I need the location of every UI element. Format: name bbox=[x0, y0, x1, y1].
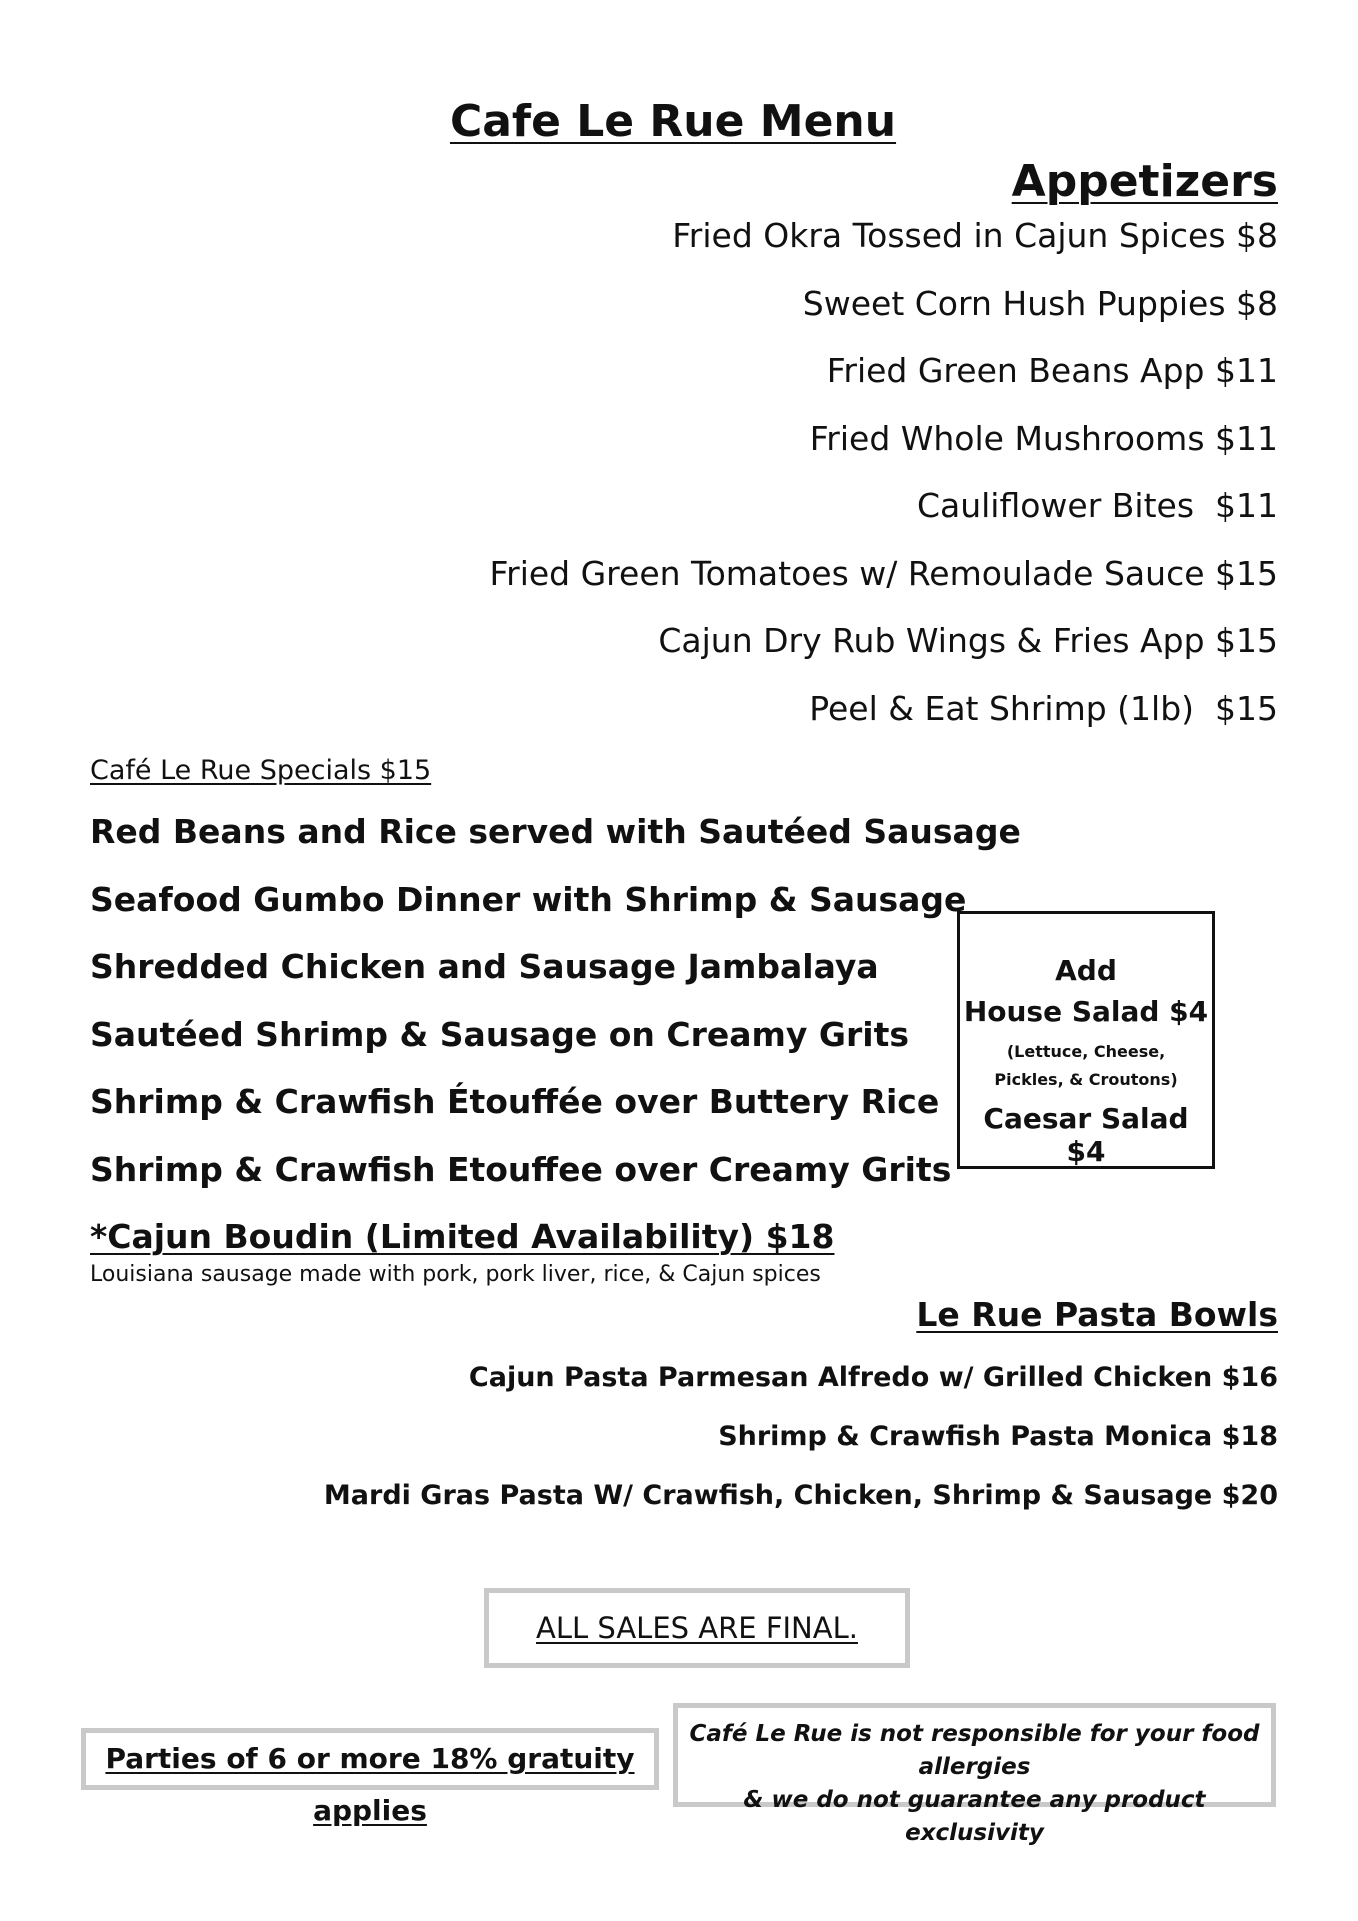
menu-title-text: Cafe Le Rue Menu bbox=[449, 96, 897, 147]
appetizer-item: Cauliflower Bites $11 bbox=[916, 486, 1278, 525]
salad-addon-box bbox=[957, 911, 1215, 1169]
special-item: Shrimp & Crawfish Etouffee over Creamy Grits bbox=[90, 1149, 952, 1189]
gratuity-notice bbox=[81, 1728, 659, 1827]
salad-add-label: Add bbox=[1055, 954, 1117, 987]
appetizer-item: Fried Green Tomatoes w/ Remoulade Sauce $15 bbox=[489, 553, 1278, 593]
special-item: Shrimp & Crawfish Étouffée over Buttery Rice bbox=[90, 1082, 940, 1121]
gratuity-text: Parties of 6 or more 18% gratuity applies bbox=[105, 1742, 635, 1827]
appetizer-item: Sweet Corn Hush Puppies $8 bbox=[802, 283, 1278, 323]
house-salad-item: House Salad $4 bbox=[963, 995, 1209, 1028]
special-item: Seafood Gumbo Dinner with Shrimp & Sausage bbox=[90, 879, 967, 919]
specials-heading: Café Le Rue Specials $15 bbox=[90, 755, 432, 786]
special-item: Sautéed Shrimp & Sausage on Creamy Grits bbox=[90, 1014, 909, 1054]
pasta-item: Cajun Pasta Parmesan Alfredo w/ Grilled Chicken $16 bbox=[468, 1362, 1278, 1393]
allergy-disclaimer bbox=[673, 1703, 1276, 1846]
sales-final-notice bbox=[484, 1588, 910, 1668]
appetizer-item: Peel & Eat Shrimp (1lb) $15 bbox=[809, 688, 1278, 728]
appetizer-item: Fried Whole Mushrooms $11 bbox=[809, 418, 1278, 458]
allergy-line-2: & we do not guarantee any product exclusivity bbox=[743, 1787, 1206, 1846]
pasta-item: Shrimp & Crawfish Pasta Monica $18 bbox=[718, 1421, 1278, 1452]
appetizers-heading: Appetizers bbox=[1011, 156, 1278, 207]
caesar-salad-item: Caesar Salad $4 bbox=[983, 1102, 1189, 1168]
sales-final-text: ALL SALES ARE FINAL. bbox=[536, 1611, 858, 1645]
pasta-item: Mardi Gras Pasta W/ Crawfish, Chicken, Shrimp & Sausage $20 bbox=[323, 1480, 1278, 1511]
appetizer-item: Cajun Dry Rub Wings & Fries App $15 bbox=[658, 621, 1278, 660]
appetizer-item: Fried Green Beans App $11 bbox=[826, 351, 1278, 390]
boudin-special: *Cajun Boudin (Limited Availability) $18 bbox=[90, 1217, 835, 1256]
pasta-heading: Le Rue Pasta Bowls bbox=[916, 1295, 1278, 1334]
special-item: Red Beans and Rice served with Sautéed Sausage bbox=[90, 812, 1021, 851]
special-item: Shredded Chicken and Sausage Jambalaya bbox=[90, 947, 879, 986]
appetizers-list bbox=[490, 216, 1278, 756]
specials-list bbox=[90, 812, 1021, 1217]
appetizer-item: Fried Okra Tossed in Cajun Spices $8 bbox=[672, 216, 1278, 255]
house-salad-note: (Lettuce, Cheese, Pickles, & Croutons) bbox=[994, 1042, 1178, 1089]
menu-title bbox=[0, 96, 1358, 147]
boudin-description: Louisiana sausage made with pork, pork liver, rice, & Cajun spices bbox=[90, 1262, 821, 1287]
pasta-list bbox=[324, 1360, 1278, 1537]
allergy-line-1: Café Le Rue is not responsible for your food allergies bbox=[689, 1721, 1260, 1780]
